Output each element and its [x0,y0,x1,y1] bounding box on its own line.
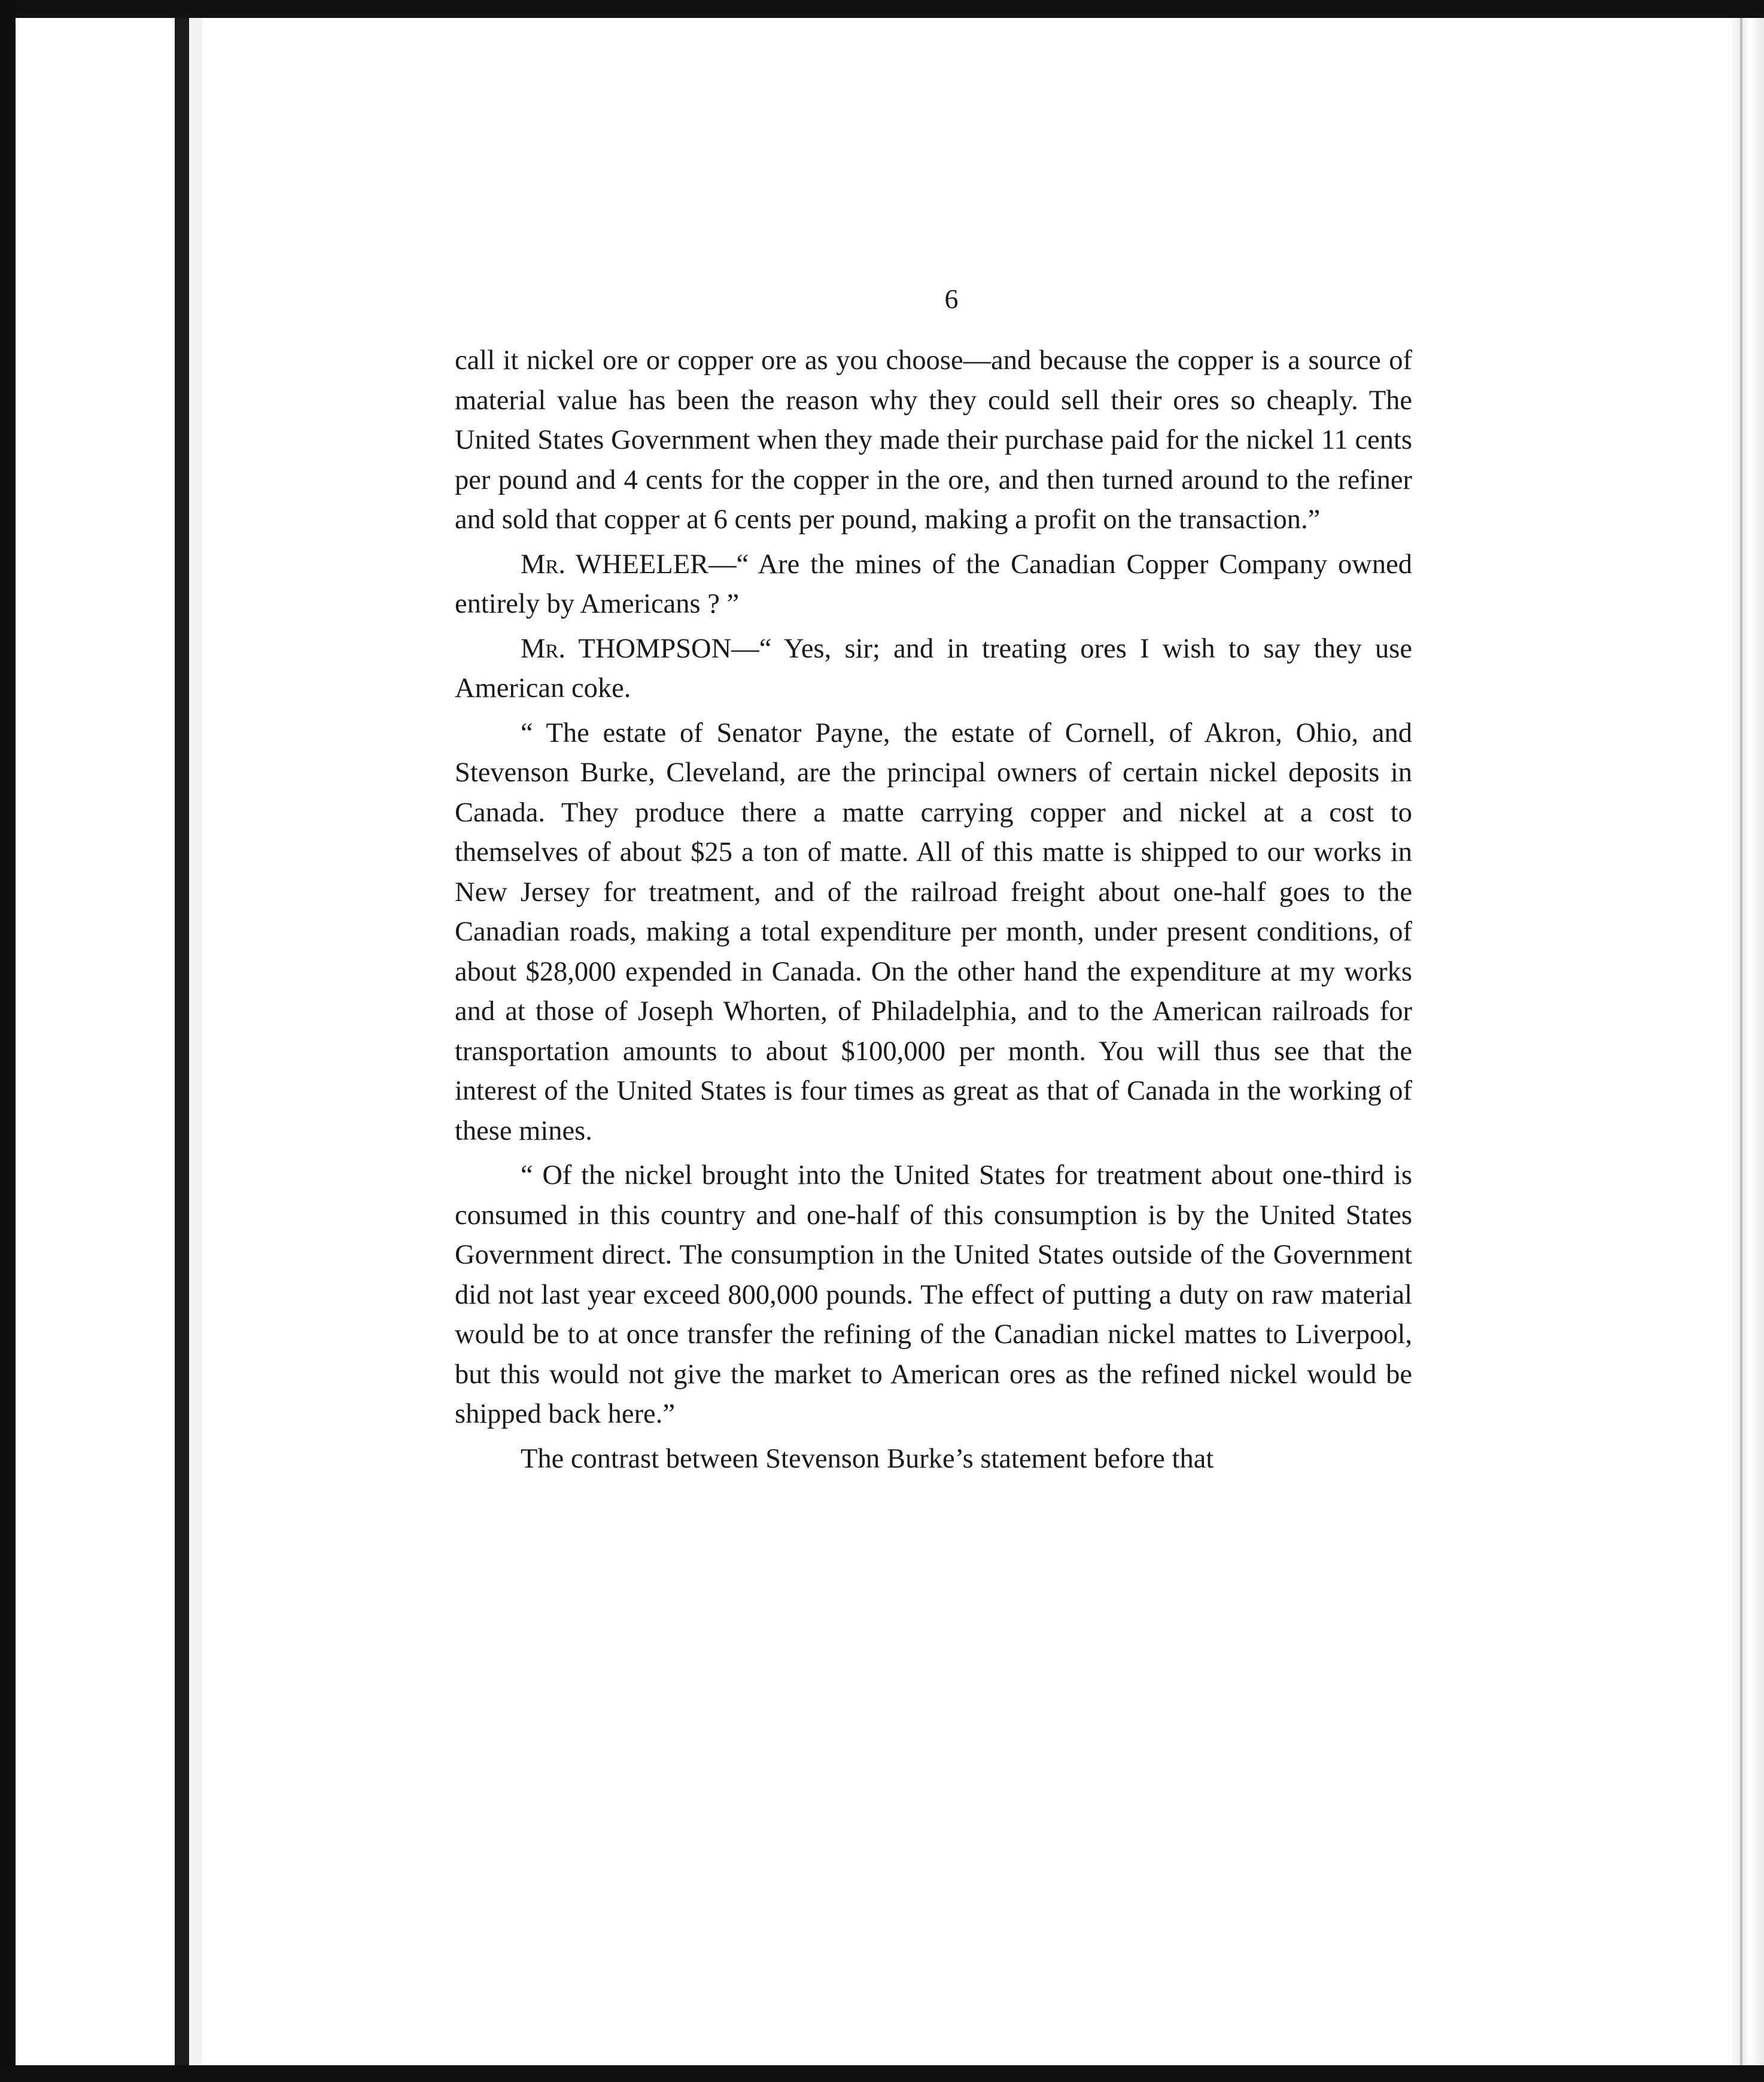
page-edge-line [1740,18,1742,2082]
facing-page-margin [16,18,181,2082]
paragraph-continuation: call it nickel ore or copper ore as you choose—and because the copper is a source of material value has been the reason why they could sell their ores so cheaply. The United States Government when they made their purchase paid for the nickel 11 cents per pound and 4 cents for the copper in the ore, and then turned around to the refiner and sold that copper at 6 cents per pound, making a profit on the transaction.” [455,345,1412,535]
scan-border-bottom [0,2065,1764,2082]
speaker-name: Mr. WHEELER [521,549,709,580]
scan-border-top [0,0,1764,18]
speech-text: —“ Yes, sir; and in treating ores I wish to say they use American coke. [455,633,1412,704]
page-edge-right [1732,18,1764,2082]
paragraph-thompson [455,629,1412,709]
paragraph-wheeler [455,545,1412,625]
paragraph-owners: “ The estate of Senator Payne, the estate of Cornell, of Akron, Ohio, and Stevenson Burke, Cleveland, are the principal owners of certain nickel deposits in Canada. They produce there a matte carrying copper and nickel at a cost to themselves of about $25 a ton of matte. All of this matte is shipped to our works in New Jersey for treatment, and of the railroad freight about one-half goes to the Canadian roads, making a total expenditure per month, under present conditions, of about $28,000 expended in Canada. On the other hand the expenditure at my works and at those of Joseph Whorten, of Philadelphia, and to the American railroads for transportation amounts to about $100,000 per month. You will thus see that the interest of the United States is four times as great as that of Canada in the working of these mines. [455,717,1412,1146]
paragraph-contrast: The contrast between Stevenson Burke’s statement before that [521,1443,1214,1474]
scan-border-left [0,0,16,2082]
speech-text: —“ Are the mines of the Canadian Copper Company owned entirely by Americans ? ” [455,549,1412,619]
speaker-name: Mr. THOMPSON [521,633,732,664]
paragraph-consumption: “ Of the nickel brought into the United States for treatment about one-third is consumed in this country and one-half of this consumption is by the United States Government direct. The consumption in the United States outside of the Government did not last year exceed 800,000 pounds. The effect of putting a duty on raw material would be to at once transfer the refining of the Canadian nickel mattes to Liverpool, but this would not give the market to American ores as the refined nickel would be shipped back here.” [455,1160,1412,1429]
body-text [455,341,1412,1479]
gutter [189,18,202,2082]
book-spine-shadow [175,18,189,2082]
page-number: 6 [944,284,959,314]
